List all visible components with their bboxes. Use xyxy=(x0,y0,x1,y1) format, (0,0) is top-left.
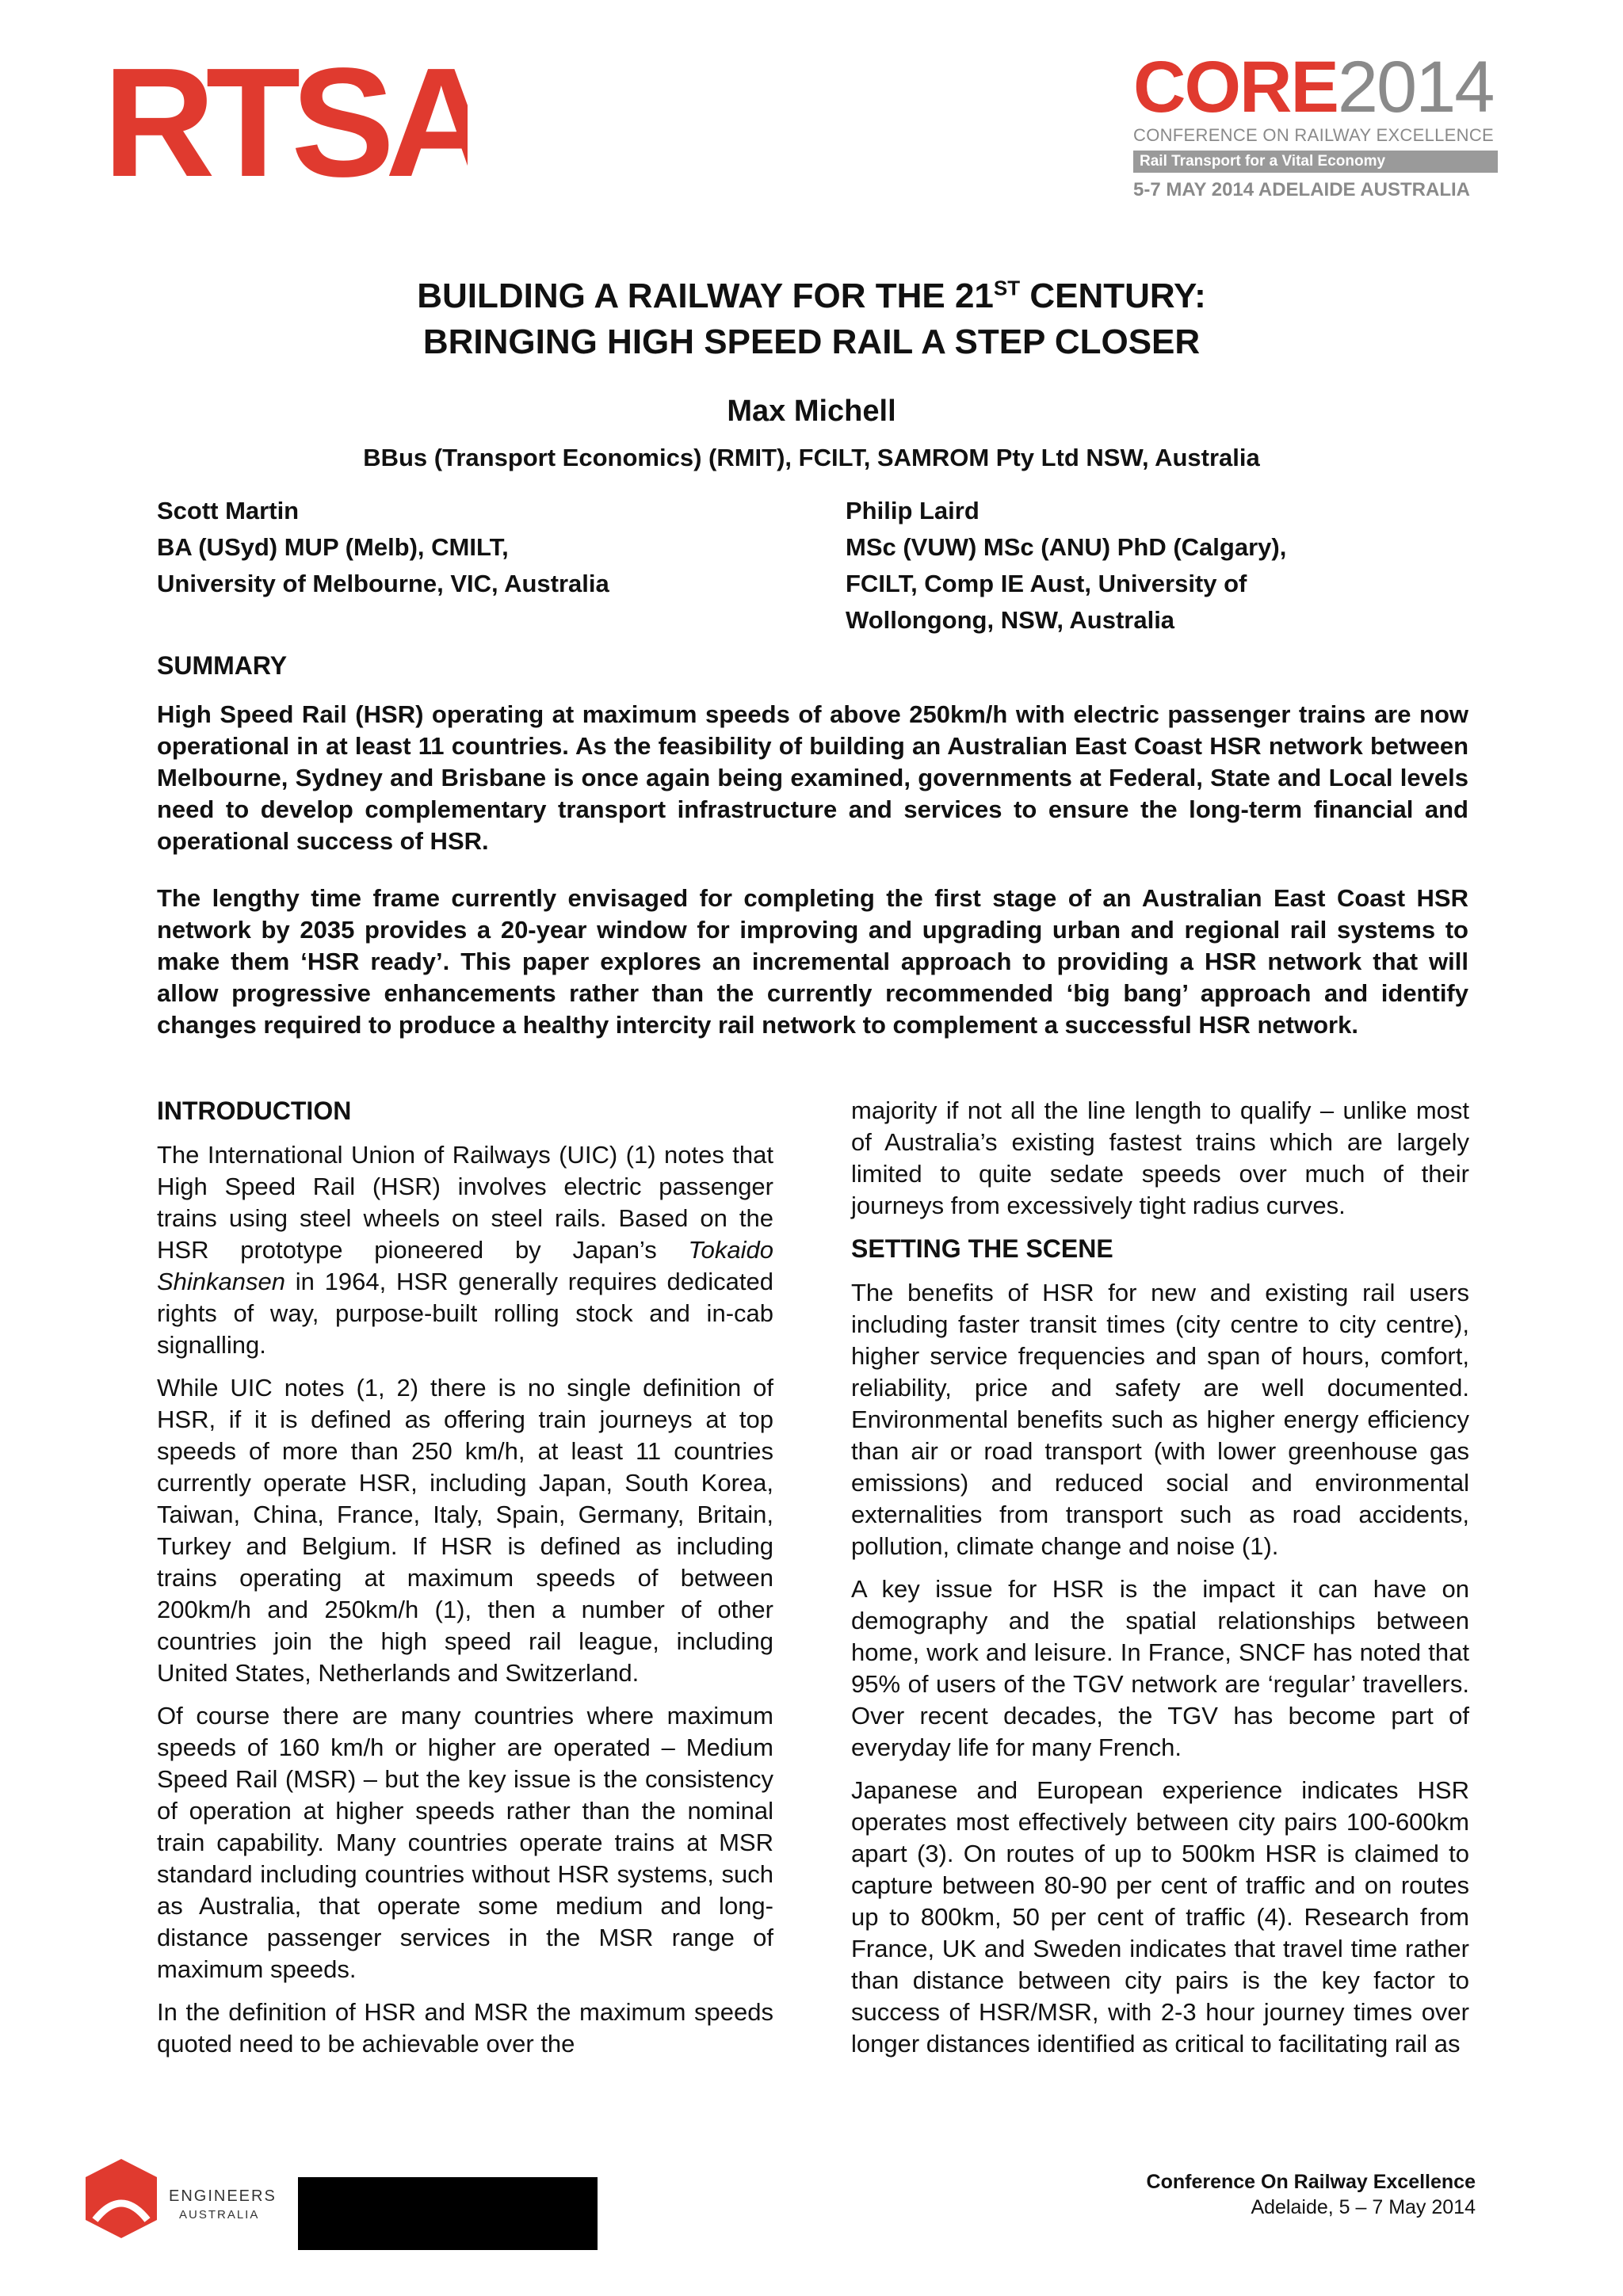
title-line-1: BUILDING A RAILWAY FOR THE 21ST CENTURY: xyxy=(417,276,1206,315)
redaction-box xyxy=(298,2177,598,2250)
core-logo-title xyxy=(1133,47,1514,128)
introduction-paragraph-3: Of course there are many countries where maximum speeds of 160 km/h or higher are operated – Medium Speed Rail (MSR) – but the key issue is the consistency of operation at higher speeds rather than the nominal train capability. Many countries operate trains at MSR standard including countries without HSR systems, such as Australia, that operate some medium and long-distance passenger services in the MSR range of maximum speeds. xyxy=(157,1702,773,1983)
summary-heading: SUMMARY xyxy=(157,651,288,680)
title-superscript: ST xyxy=(993,276,1021,300)
setting-the-scene-heading: SETTING THE SCENE xyxy=(851,1234,1113,1263)
co-author-left-degrees: BA (USyd) MUP (Melb), CMILT, xyxy=(157,533,509,561)
introduction-heading: INTRODUCTION xyxy=(157,1097,352,1125)
footer-conference-date: Adelaide, 5 – 7 May 2014 xyxy=(1251,2196,1476,2218)
introduction-paragraph-2: While UIC notes (1, 2) there is no single definition of HSR, if it is defined as offering train journeys at top speeds of more than 250 km/h, at least 11 countries currently operate HSR, including Japan, South Korea, Taiwan, China, France, Italy, Spain, Germany, Britain, Turkey and Belgium. If HSR is defined as including trains operating at maximum speeds of between 200km/h and 250km/h (1), then a number of other countries join the high speed rail league, including United States, Netherlands and Switzerland. xyxy=(157,1374,773,1687)
engineers-australia-line-2: AUSTRALIA xyxy=(179,2208,260,2222)
footer-conference-info xyxy=(1147,2169,1476,2220)
co-author-right-degrees: MSc (VUW) MSc (ANU) PhD (Calgary), xyxy=(846,533,1287,561)
rtsa-logo-text: RTSA xyxy=(103,57,468,185)
summary-paragraph-2: The lengthy time frame currently envisaged for completing the first stage of an Australian East Coast HSR network by 2035 provides a 20-year window for improving and upgrading urban and regional rail systems to make them ‘HSR ready’. This paper explores an incremental approach to providing a HSR network that will allow progressive enhancements rather than the currently recommended ‘big bang’ approach and identify changes required to produce a healthy intercity rail network to complement a successful HSR network. xyxy=(157,884,1468,1039)
co-author-right-name: Philip Laird xyxy=(846,497,980,524)
main-author-name: Max Michell xyxy=(727,395,896,428)
co-author-right-institution-1: FCILT, Comp IE Aust, University of xyxy=(846,570,1247,597)
body-column-left xyxy=(157,1095,773,2071)
core-2014-logo xyxy=(1133,47,1514,201)
continued-paragraph: majority if not all the line length to qualify – unlike most of Australia’s existing fastest trains which are largely limited to quite sedate speeds over much of their journeys from excessively tight radius curves. xyxy=(851,1097,1469,1219)
body-column-right xyxy=(851,1095,1469,2071)
summary-paragraph-1: High Speed Rail (HSR) operating at maximum speeds of above 250km/h with electric passenger trains are now operational in at least 11 countries. As the feasibility of building an Australian East Coast HSR network between Melbourne, Sydney and Brisbane is once again being examined, governments at Federal, State and Local levels need to develop complementary transport infrastructure and services to ensure the long-term financial and operational success of HSR. xyxy=(157,700,1468,855)
setting-the-scene-paragraph-1: The benefits of HSR for new and existing rail users including faster transit times (city centre to city centre), higher service frequencies and span of hours, comfort, reliability, price and safety are well documented. Environmental benefits such as higher energy efficiency than air or road transport (with lower greenhouse gas emissions) and reduced social and environmental externalities from transport such as road accidents, pollution, climate change and noise (1). xyxy=(851,1279,1469,1560)
engineers-australia-line-1: ENGINEERS xyxy=(169,2187,277,2205)
core-logo-date: 5-7 MAY 2014 ADELAIDE AUSTRALIA xyxy=(1133,179,1470,200)
rtsa-logo xyxy=(103,57,468,189)
core-logo-subtitle: CONFERENCE ON RAILWAY EXCELLENCE xyxy=(1133,125,1494,145)
engineers-australia-hexagon-icon xyxy=(86,2159,157,2238)
paper-title xyxy=(0,273,1623,365)
co-author-right xyxy=(846,493,1286,639)
core-logo-core: CORE xyxy=(1133,47,1338,128)
co-author-left-name: Scott Martin xyxy=(157,497,300,524)
co-author-left xyxy=(157,493,609,602)
introduction-paragraph-4: In the definition of HSR and MSR the maximum speeds quoted need to be achievable over the xyxy=(157,1998,773,2058)
title-line-2: BRINGING HIGH SPEED RAIL A STEP CLOSER xyxy=(422,322,1201,361)
footer-conference-name: Conference On Railway Excellence xyxy=(1146,2171,1476,2193)
italic-term: Tokaido Shinkansen xyxy=(157,1236,773,1295)
introduction-paragraph-1: The International Union of Railways (UIC) (1) notes that High Speed Rail (HSR) involves electric passenger trains using steel wheels on steel rails. Based on the HSR prototype pioneered by Japan’s Tokaido Shinkansen in 1964, HSR generally requires dedicated rights of way, purpose-built rolling stock and in-cab signalling. xyxy=(157,1141,773,1359)
engineers-australia-logo xyxy=(78,2155,307,2254)
main-author-affiliation: BBus (Transport Economics) (RMIT), FCILT, SAMROM Pty Ltd NSW, Australia xyxy=(363,444,1260,471)
core-logo-year: 2014 xyxy=(1337,47,1494,128)
co-author-right-institution-2: Wollongong, NSW, Australia xyxy=(846,606,1175,634)
co-author-left-institution: University of Melbourne, VIC, Australia xyxy=(157,570,609,597)
setting-the-scene-paragraph-3: Japanese and European experience indicates HSR operates most effectively between city pairs 100-600km apart (3). On routes of up to 500km HSR is claimed to capture between 80-90 per cent of traffic and on routes up to 800km, 50 per cent of traffic (4). Research from France, UK and Sweden indicates that travel time rather than distance between city pairs is the key factor to success of HSR/MSR, with 2-3 hour journey times over longer distances identified as critical to facilitating rail as xyxy=(851,1776,1469,2058)
core-logo-tagline: Rail Transport for a Vital Economy xyxy=(1133,151,1498,173)
setting-the-scene-paragraph-2: A key issue for HSR is the impact it can have on demography and the spatial relationships between home, work and leisure. In France, SNCF has noted that 95% of users of the TGV network are ‘regular’ travellers. Over recent decades, the TGV has become part of everyday life for many French. xyxy=(851,1575,1469,1761)
